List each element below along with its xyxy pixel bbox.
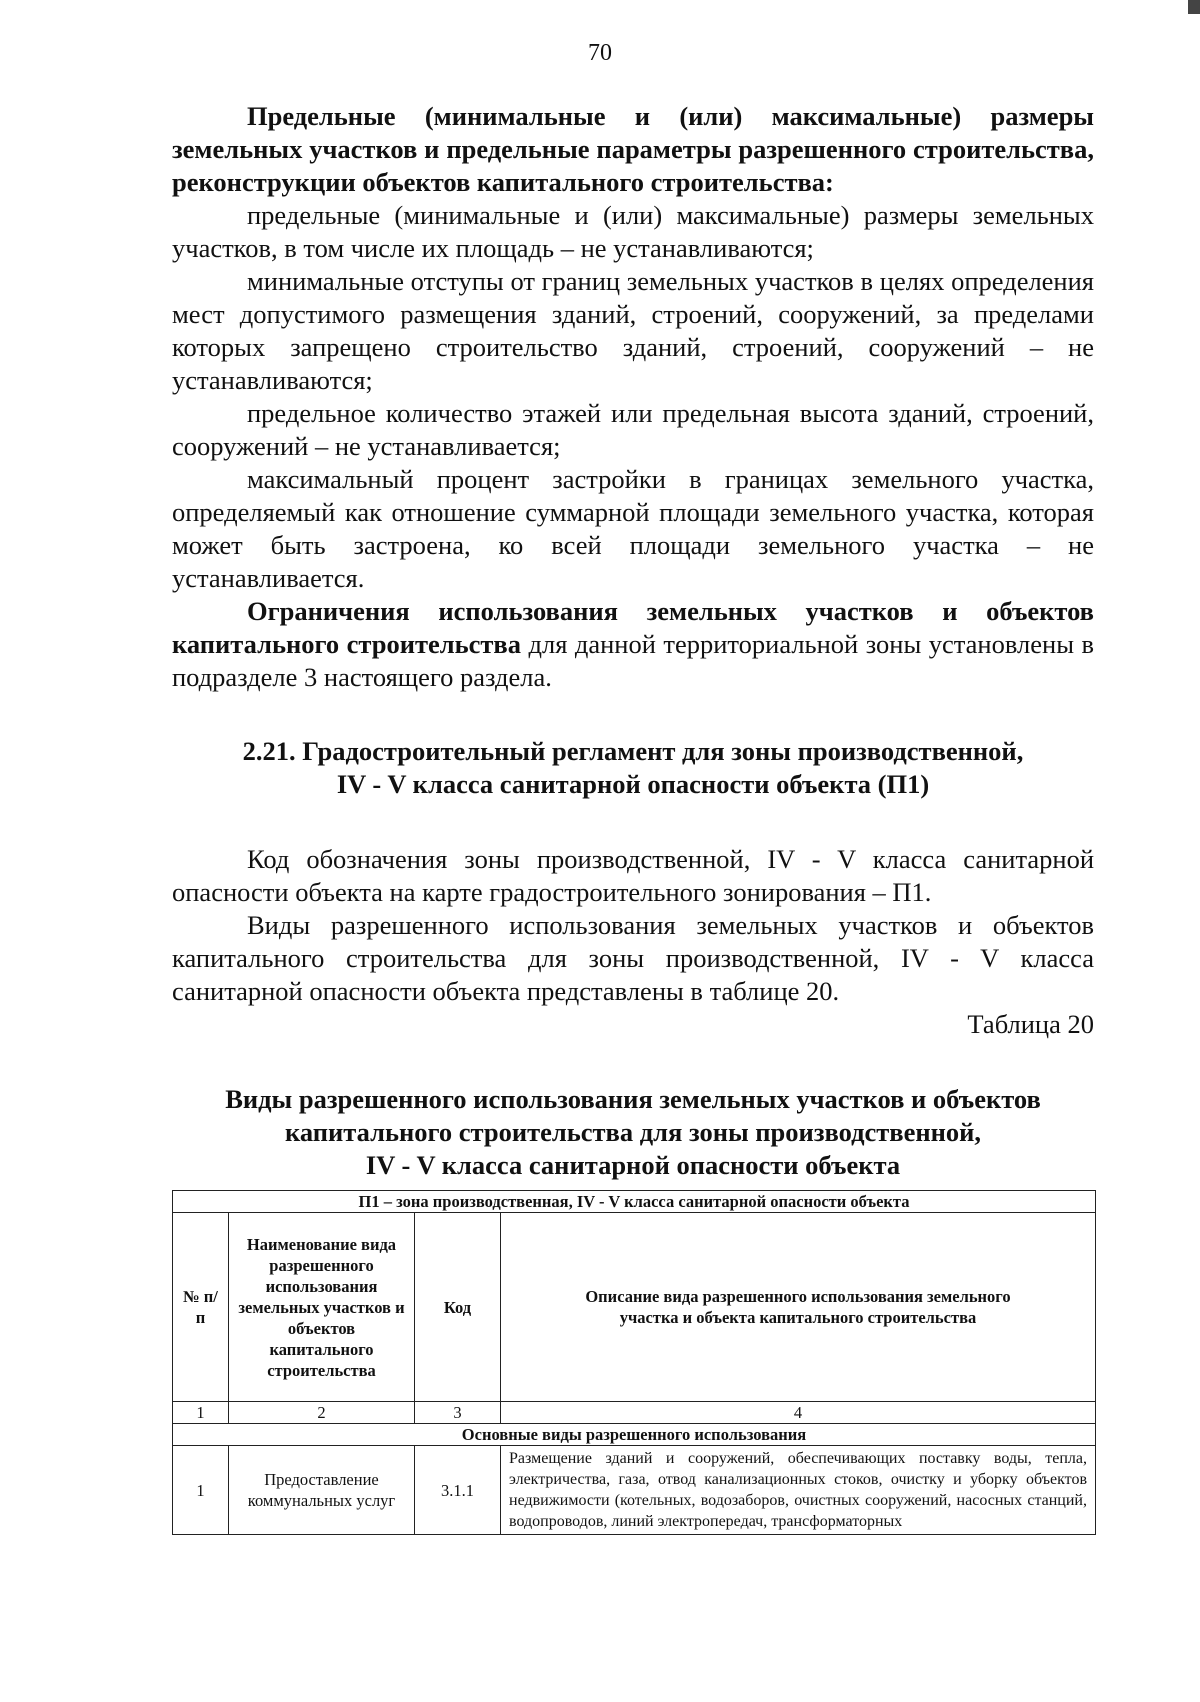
table-column-number-row bbox=[173, 1402, 1096, 1424]
restrictions-paragraph bbox=[172, 595, 1094, 694]
table-label: Таблица 20 bbox=[967, 1009, 1094, 1039]
row-code: 3.1.1 bbox=[415, 1446, 501, 1535]
limits-item: минимальные отступы от границ земельных участков в целях определения мест допустимого размещения зданий, строений, сооружений, за пределами которых запрещено строительство зданий, строений, сооружений – не устанавливаются; bbox=[172, 266, 1094, 395]
page-number: 70 bbox=[588, 40, 612, 66]
limits-heading: Предельные (минимальные и (или) максимальные) размеры земельных участков и предельные параметры разрешенного строительства, реконструкции объектов капитального строительства: bbox=[172, 101, 1094, 197]
column-number: 1 bbox=[173, 1402, 229, 1424]
row-number: 1 bbox=[173, 1446, 229, 1535]
limits-item: максимальный процент застройки в границах земельного участка, определяемый как отношение суммарной площади земельного участка, которая может быть застроена, ко всей площади земельного участка – не устанавливается. bbox=[172, 464, 1094, 593]
table-zone-row bbox=[173, 1191, 1096, 1213]
limits-item: предельное количество этажей или предельная высота зданий, строений, сооружений – не устанавливается; bbox=[172, 398, 1094, 461]
section-paragraph: Код обозначения зоны производственной, IV - V класса санитарной опасности объекта на карте градостроительного зонирования – П1. bbox=[172, 844, 1094, 907]
column-header: № п/п bbox=[173, 1213, 229, 1402]
row-description: Размещение зданий и сооружений, обеспечивающих поставку воды, тепла, электричества, газа, отвод канализационных стоков, очистку и уборку объектов недвижимости (котельных, водозаборов, очистных сооружений, насосных станций, водопроводов, линий электропередач, трансформаторных bbox=[501, 1446, 1096, 1535]
table-title-line: Виды разрешенного использования земельных участков и объектов bbox=[225, 1084, 1041, 1114]
column-number: 2 bbox=[229, 1402, 415, 1424]
table-header-row bbox=[173, 1213, 1096, 1402]
column-header: Наименование вида разрешенного использования земельных участков и объектов капитального строительства bbox=[229, 1213, 415, 1402]
table-group-row bbox=[173, 1424, 1096, 1446]
section-heading bbox=[172, 735, 1094, 801]
section-heading-line: 2.21. Градостроительный регламент для зоны производственной, bbox=[242, 736, 1024, 766]
column-header: Описание вида разрешенного использования земельного участка и объекта капитального строительства bbox=[501, 1213, 1096, 1402]
section-heading-line: IV - V класса санитарной опасности объекта (П1) bbox=[336, 769, 930, 799]
regulation-table bbox=[172, 1190, 1096, 1535]
group-header-cell: Основные виды разрешенного использования bbox=[173, 1424, 1096, 1446]
table-title bbox=[172, 1083, 1094, 1182]
page-content bbox=[172, 100, 1094, 1182]
restrictions-bold: Ограничения использования земельных участков и объектов капитального строительства bbox=[172, 596, 1094, 659]
zone-header-cell: П1 – зона производственная, IV - V класса санитарной опасности объекта bbox=[173, 1191, 1096, 1213]
row-name: Предоставление коммунальных услуг bbox=[229, 1446, 415, 1535]
column-number: 3 bbox=[415, 1402, 501, 1424]
limits-item: предельные (минимальные и (или) максимальные) размеры земельных участков, в том числе их площадь – не устанавливаются; bbox=[172, 200, 1094, 263]
restrictions-rest: для данной территориальной зоны установлены в подразделе 3 настоящего раздела. bbox=[172, 629, 1094, 692]
table-title-line: капитального строительства для зоны производственной, bbox=[284, 1117, 982, 1147]
section-paragraph: Виды разрешенного использования земельных участков и объектов капитального строительства для зоны производственной, IV - V класса санитарной опасности объекта представлены в таблице 20. bbox=[172, 910, 1094, 1006]
column-number: 4 bbox=[501, 1402, 1096, 1424]
column-header: Код bbox=[415, 1213, 501, 1402]
table-row bbox=[173, 1446, 1096, 1535]
table-title-line: IV - V класса санитарной опасности объекта bbox=[365, 1150, 901, 1180]
scan-corner-mark bbox=[1188, 0, 1200, 14]
